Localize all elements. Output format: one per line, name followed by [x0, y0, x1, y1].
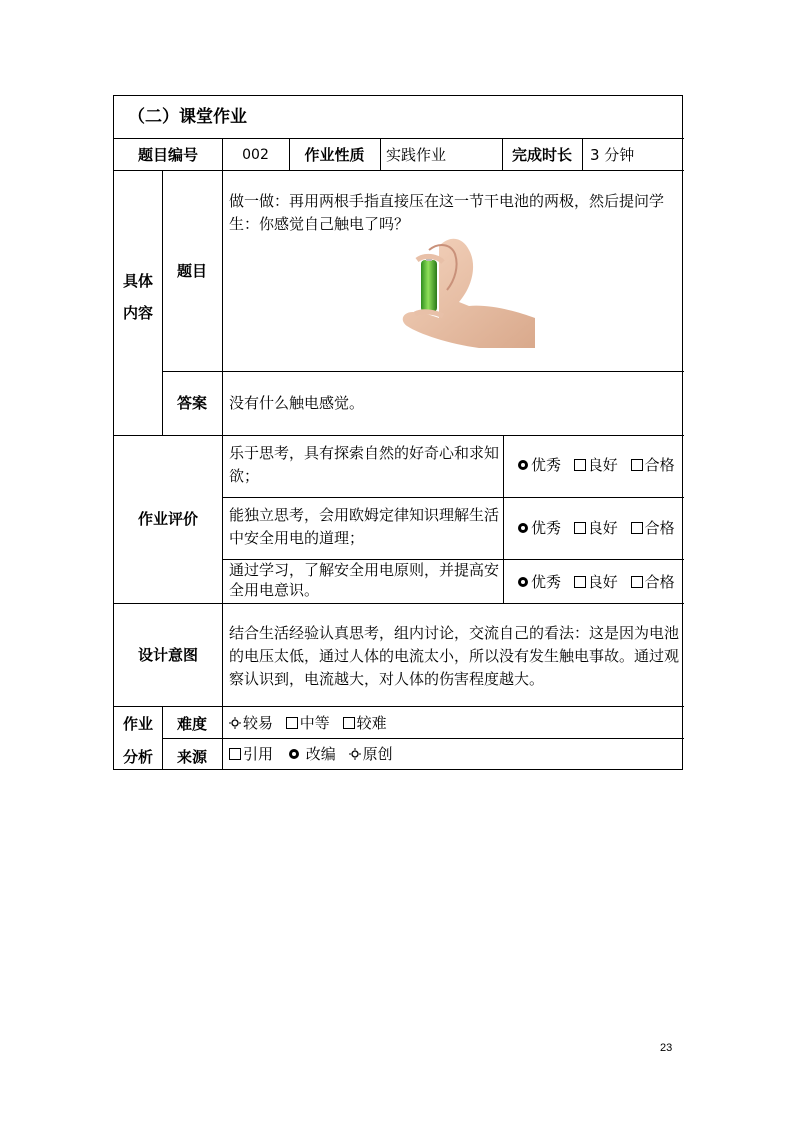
empty-box-icon[interactable]	[574, 576, 586, 588]
filled-target-icon[interactable]	[288, 748, 300, 760]
section-title: （二）课堂作业	[128, 107, 247, 127]
battery-hand-image	[399, 234, 535, 348]
question-text: 做一做：再用两根手指直接压在这一节干电池的两极，然后提问学生：你感觉自己触电了吗？	[229, 192, 665, 233]
empty-box-icon[interactable]	[229, 748, 241, 760]
empty-box-icon[interactable]	[631, 576, 643, 588]
question-label: 题目	[176, 262, 207, 280]
empty-box-icon[interactable]	[343, 717, 355, 729]
criterion-2-text: 能独立思考，会用欧姆定律知识理解生活中安全用电的道理；	[229, 506, 500, 547]
sun-dot-icon[interactable]	[349, 748, 361, 760]
answer-label: 答案	[176, 394, 207, 412]
criterion-3-text: 通过学习，了解安全用电原则，并提高安全用电意识。	[229, 561, 500, 599]
difficulty-options: 较易 中等 较难	[229, 712, 387, 734]
source-options: 引用 改编 原创	[229, 743, 393, 765]
empty-box-icon[interactable]	[574, 459, 586, 471]
criterion-1-rating: 优秀 良好 合格	[517, 454, 675, 476]
criterion-3-rating: 优秀 良好 合格	[517, 571, 675, 593]
id-value: 002	[242, 147, 269, 163]
analysis-label-line1: 作业	[122, 715, 153, 733]
id-label: 题目编号	[137, 146, 198, 164]
empty-box-icon[interactable]	[574, 522, 586, 534]
nature-label: 作业性质	[304, 146, 365, 164]
content-label-line2: 内容	[122, 304, 153, 322]
duration-label: 完成时长	[511, 146, 572, 164]
page-number: 23	[660, 1042, 673, 1054]
empty-box-icon[interactable]	[631, 459, 643, 471]
homework-table	[113, 95, 683, 770]
evaluation-label: 作业评价	[137, 510, 198, 528]
content-label-line1: 具体	[122, 272, 153, 290]
analysis-label-line2: 分析	[122, 748, 153, 766]
duration-value: 3 分钟	[590, 146, 635, 164]
filled-target-icon[interactable]	[517, 576, 529, 588]
answer-text: 没有什么触电感觉。	[229, 394, 365, 412]
filled-target-icon[interactable]	[517, 522, 529, 534]
empty-box-icon[interactable]	[631, 522, 643, 534]
sun-dot-icon[interactable]	[229, 717, 241, 729]
nature-value: 实践作业	[386, 146, 447, 164]
design-text: 结合生活经验认真思考，组内讨论，交流自己的看法：这是因为电池的电压太低，通过人体的电流太小，所以没有发生触电事故。通过观察认识到，电流越大，对人体的伤害程度越大。	[229, 624, 680, 688]
empty-box-icon[interactable]	[286, 717, 298, 729]
criterion-2-rating: 优秀 良好 合格	[517, 517, 675, 539]
difficulty-label: 难度	[176, 715, 207, 733]
design-label: 设计意图	[137, 646, 198, 664]
filled-target-icon[interactable]	[517, 459, 529, 471]
criterion-1-text: 乐于思考，具有探索自然的好奇心和求知欲；	[229, 444, 500, 485]
source-label: 来源	[176, 748, 207, 766]
